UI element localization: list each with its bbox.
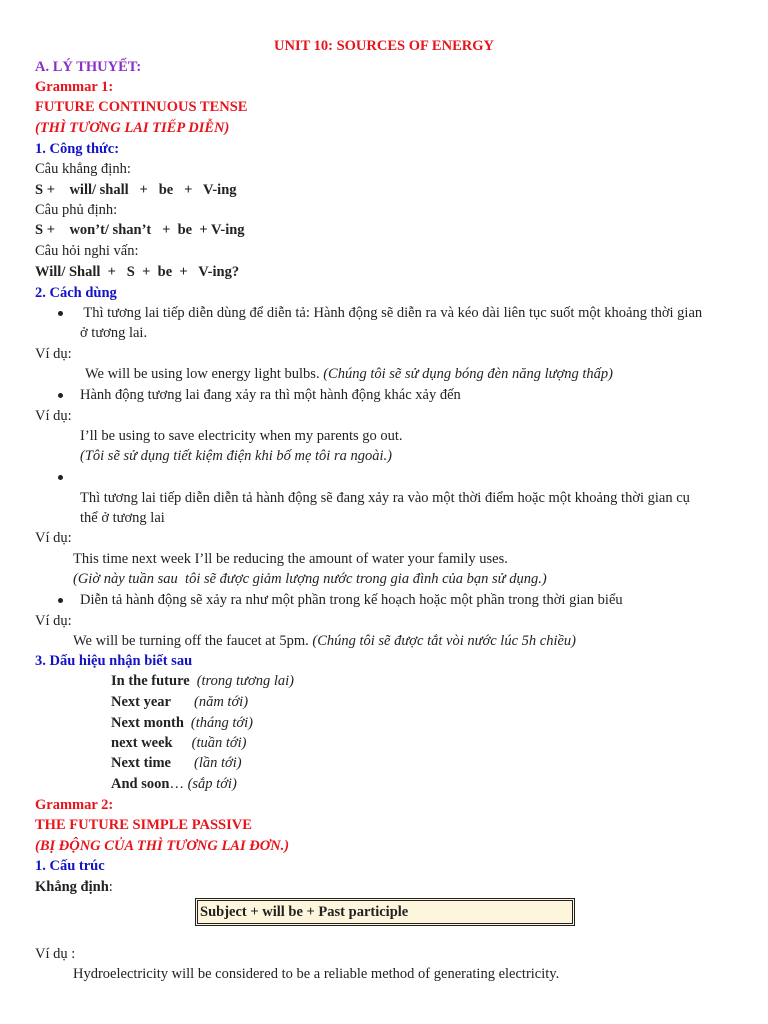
sign-row	[111, 692, 248, 712]
question-label: Câu hỏi nghi vấn:	[35, 243, 139, 259]
grammar1-vn-name: (THÌ TƯƠNG LAI TIẾP DIỄN)	[35, 120, 230, 136]
bullet-icon	[58, 393, 63, 398]
usage-4: Diễn tả hành động sẽ xảy ra như một phần trong kế hoạch hoặc một phần trong thời gian biểu	[80, 592, 623, 608]
formula-heading: 1. Công thức:	[35, 141, 120, 157]
grammar2-name: THE FUTURE SIMPLE PASSIVE	[35, 817, 252, 833]
sign-en: next week	[111, 735, 173, 751]
grammar1-label: Grammar 1:	[35, 79, 114, 95]
sign-en: Next month	[111, 715, 184, 731]
bullet-icon	[58, 311, 63, 316]
example-3-en: This time next week I’ll be reducing the amount of water your family uses.	[73, 551, 508, 567]
sign-row	[111, 753, 242, 773]
signs-heading: 3. Dấu hiệu nhận biết sau	[35, 653, 193, 669]
example-2-vn: (Tôi sẽ sử dụng tiết kiệm điện khi bố mẹ tôi ra ngoài.)	[80, 448, 392, 464]
sign-vn: (lần tới)	[193, 755, 242, 771]
negative-formula: S + won’t/ shan’t + be + V-ing	[35, 222, 245, 238]
affirmative-label: Câu khẳng định:	[35, 161, 131, 177]
affirmative-row	[35, 877, 113, 897]
sign-row	[111, 774, 237, 794]
example-3-label: Ví dụ:	[35, 530, 72, 546]
sign-row	[111, 713, 253, 733]
theory-heading: A. LÝ THUYẾT:	[35, 59, 142, 75]
sign-vn: (tháng tới)	[190, 715, 254, 731]
structure-heading: 1. Cấu trúc	[35, 858, 105, 874]
sign-row	[111, 733, 246, 753]
sign-vn: (năm tới)	[193, 694, 249, 710]
example-2-label: Ví dụ:	[35, 408, 72, 424]
affirmative-formula: S + will/ shall + be + V-ing	[35, 182, 237, 198]
sign-vn: (sắp tới)	[187, 776, 237, 792]
example-3-vn: (Giờ này tuần sau tôi sẽ được giảm lượng nước trong gia đình của bạn sử dụng.)	[73, 571, 547, 587]
sign-en: Next year	[111, 694, 171, 710]
sign-en: In the future	[111, 673, 190, 689]
negative-label: Câu phủ định:	[35, 202, 118, 218]
passive-formula: Subject + will be + Past participle	[200, 904, 409, 920]
usage-heading: 2. Cách dùng	[35, 285, 117, 301]
sign-en: Next time	[111, 755, 171, 771]
usage-3-line-1: Thì tương lai tiếp diễn diễn tả hành động sẽ đang xảy ra vào một thời điểm hoặc một khoảng thời gian cụ	[80, 490, 690, 506]
unit-title: UNIT 10: SOURCES OF ENERGY	[274, 38, 494, 54]
grammar1-name: FUTURE CONTINUOUS TENSE	[35, 99, 248, 115]
example-4-en: We will be turning off the faucet at 5pm.	[73, 633, 313, 649]
example-1-en: We will be using low energy light bulbs.	[85, 366, 324, 382]
sign-en: And soon	[111, 776, 170, 792]
example-1	[85, 364, 613, 384]
example-4-label: Ví dụ:	[35, 613, 72, 629]
affirmative-label-2: Khẳng định	[35, 879, 109, 895]
usage-1-line-1: Thì tương lai tiếp diễn dùng để diễn tả: Hành động sẽ diễn ra và kéo dài liên tục suốt một khoảng thời gian	[80, 305, 703, 321]
bullet-icon	[58, 598, 63, 603]
sign-row	[111, 671, 294, 691]
sign-vn: (trong tương lai)	[196, 673, 294, 689]
example-4	[73, 631, 576, 651]
example-1-vn: (Chúng tôi sẽ sử dụng bóng đèn năng lượng thấp)	[323, 366, 613, 382]
colon: :	[108, 879, 113, 895]
grammar2-vn-name: (BỊ ĐỘNG CỦA THÌ TƯƠNG LAI ĐƠN.)	[35, 838, 290, 854]
usage-3-line-2: thể ở tương lai	[80, 510, 165, 526]
example-1-label: Ví dụ:	[35, 346, 72, 362]
grammar2-label: Grammar 2:	[35, 797, 114, 813]
bullet-icon	[58, 475, 63, 480]
question-formula: Will/ Shall + S + be + V-ing?	[35, 264, 240, 280]
usage-1-line-2: ở tương lai.	[80, 325, 148, 341]
formula-box	[195, 898, 575, 926]
passive-example: Hydroelectricity will be considered to be a reliable method of generating electricity.	[73, 966, 560, 982]
usage-2: Hành động tương lai đang xảy ra thì một hành động khác xảy đến	[80, 387, 461, 403]
example-2-en: I’ll be using to save electricity when my parents go out.	[80, 428, 403, 444]
example-4-vn: (Chúng tôi sẽ được tắt vòi nước lúc 5h chiều)	[312, 633, 577, 649]
sign-vn: (tuần tới)	[191, 735, 247, 751]
sign-ellipsis: …	[169, 776, 188, 792]
passive-example-label: Ví dụ :	[35, 946, 76, 962]
